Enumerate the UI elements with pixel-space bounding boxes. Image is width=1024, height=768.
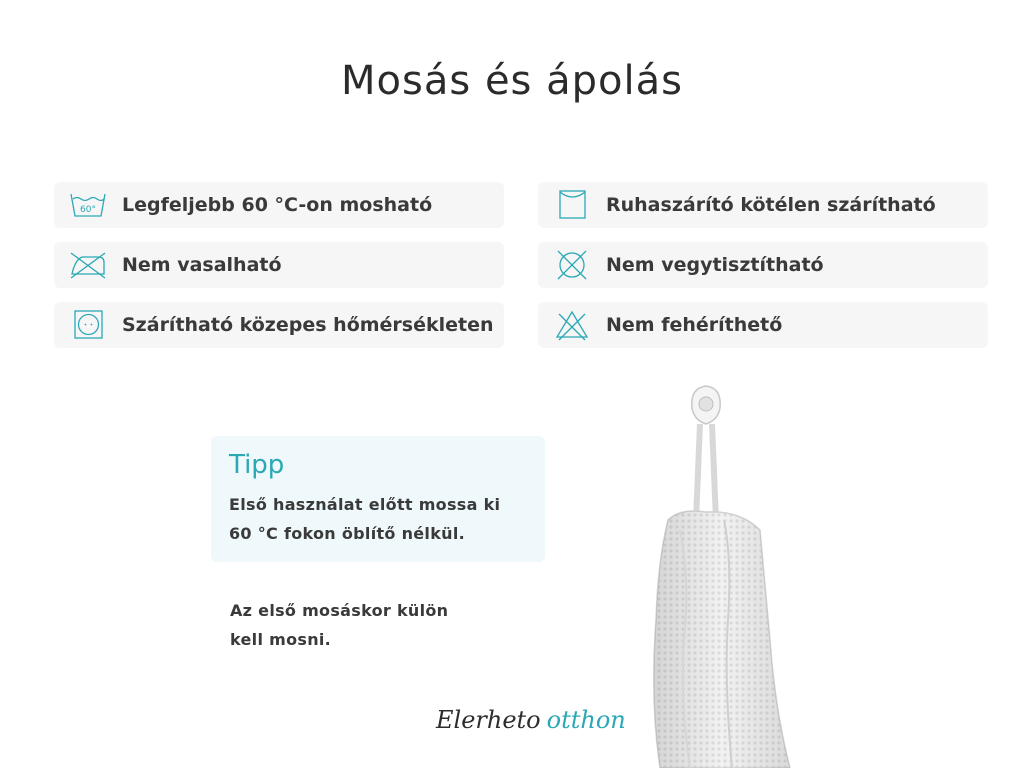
wash-note-line-1: Az első mosáskor külön	[230, 601, 449, 620]
care-item-line-dry	[538, 182, 988, 228]
tumble-dry-medium-icon	[68, 308, 108, 342]
care-label-dry-clean: Nem vegytisztítható	[606, 254, 824, 276]
care-label-bleach: Nem fehéríthető	[606, 314, 783, 336]
brand-logo	[436, 706, 626, 734]
brand-logo-part-1: Elerheto	[436, 706, 541, 734]
tip-text-line-1: Első használat előtt mossa ki	[229, 495, 501, 514]
tip-text-line-2: 60 °C fokon öblítő nélkül.	[229, 524, 466, 543]
care-label-line-dry: Ruhaszárító kötélen szárítható	[606, 194, 936, 216]
page-title: Mosás és ápolás	[341, 58, 683, 104]
towel-hook-image	[620, 380, 820, 768]
no-iron-icon	[68, 248, 108, 282]
towel-loop	[696, 424, 716, 520]
wash-note	[230, 596, 490, 654]
care-label-iron: Nem vasalható	[122, 254, 282, 276]
tip-title: Tipp	[229, 450, 285, 480]
care-item-iron	[54, 242, 504, 288]
care-item-tumble	[54, 302, 504, 348]
wash-60-icon	[68, 188, 108, 222]
hook-icon	[692, 386, 720, 424]
care-item-wash	[54, 182, 504, 228]
towel-body	[654, 511, 790, 768]
care-item-dry-clean	[538, 242, 988, 288]
tip-box	[211, 436, 545, 562]
brand-logo-part-2: otthon	[546, 706, 626, 734]
wash-note-line-2: kell mosni.	[230, 630, 332, 649]
wash-temp-label: 60°	[80, 205, 96, 215]
care-label-tumble: Szárítható közepes hőmérsékleten	[122, 314, 494, 336]
no-dry-clean-icon	[552, 248, 592, 282]
tip-text	[229, 490, 527, 548]
no-bleach-icon	[552, 308, 592, 342]
line-dry-icon	[552, 188, 592, 222]
care-item-bleach	[538, 302, 988, 348]
care-label-wash: Legfeljebb 60 °C-on mosható	[122, 194, 433, 216]
